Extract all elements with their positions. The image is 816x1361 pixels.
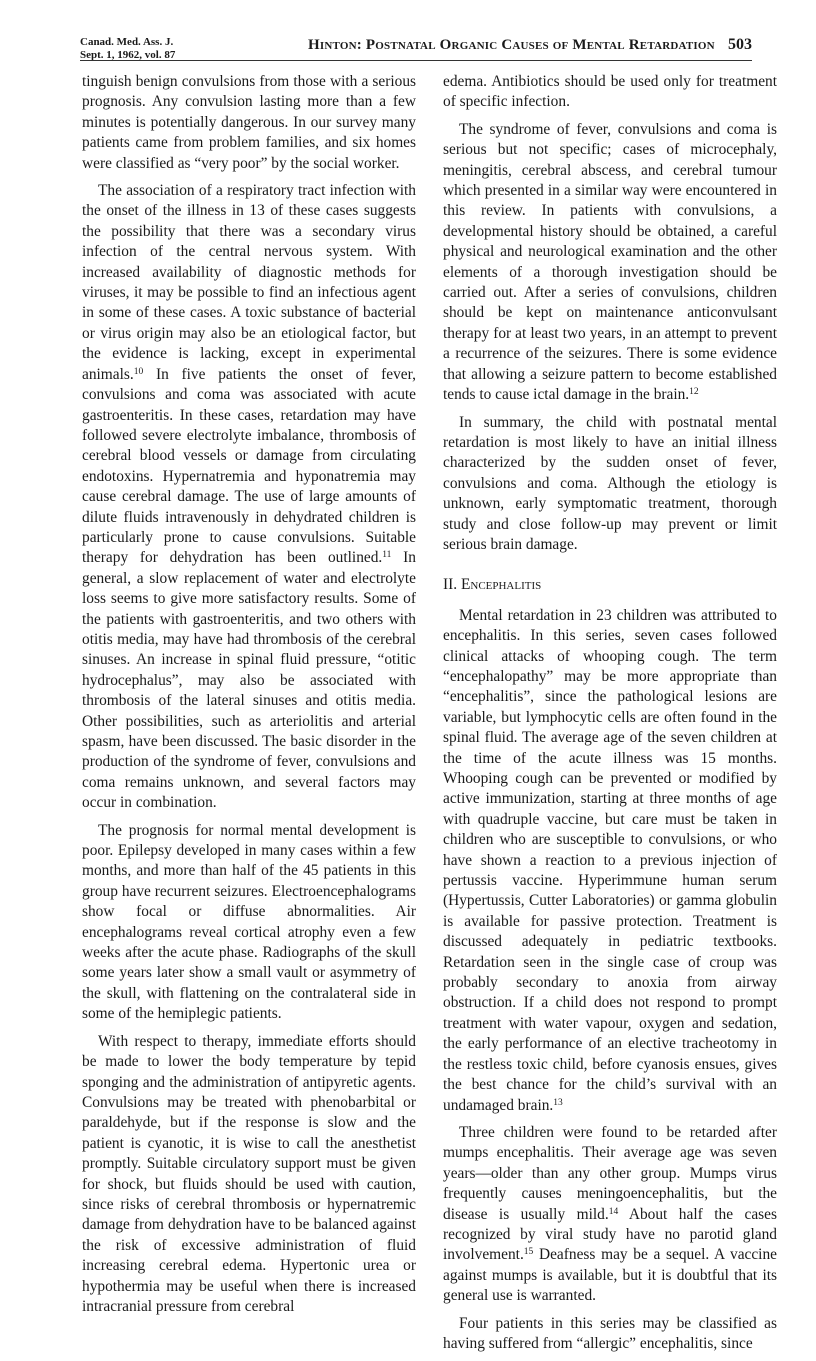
reference-marker: 10 (133, 366, 144, 377)
header-rule (80, 60, 752, 61)
paragraph (443, 606, 777, 1116)
right-column (443, 72, 777, 1361)
paragraph: edema. Antibiotics should be used only for treatment of specific infection. (443, 73, 777, 111)
page-number: 503 (728, 36, 752, 53)
text-run: Three children were found to be retarded after mumps encephalitis. Their average age was seven years—older than any other group. Mumps virus frequently causes meningoencephalitis, but the disease is usually mild. (443, 1123, 777, 1223)
paragraph (443, 1123, 777, 1307)
text-run: Deafness may be a sequel. A vaccine against mumps is available, but it is doubtful that its general use is warranted. (443, 1246, 777, 1305)
section-title: Encephalitis (460, 576, 542, 594)
paragraph: Four patients in this series may be classified as having suffered from “allergic” encephalitis, since (443, 1314, 777, 1352)
text-run: About half the cases recognized by viral study have no parotid gland involvement. (443, 1205, 777, 1264)
running-title: Hinton: Postnatal Organic Causes of Mental Retardation (308, 37, 715, 53)
reference-marker: 12 (689, 387, 699, 398)
section-heading (443, 575, 777, 595)
author-name: Hinton (308, 37, 357, 53)
reference-marker: 13 (553, 1097, 563, 1108)
reference-marker: 15 (523, 1247, 534, 1258)
reference-marker: 11 (382, 550, 392, 561)
journal-issue: Sept. 1, 1962, vol. 87 (80, 49, 176, 61)
paragraph: The prognosis for normal mental development is poor. Epilepsy developed in many cases within a few months, and more than half of the 45 patients in this group have recurrent seizures. Electroencephalograms show focal or diffuse abnormalities. Air encephalograms reveal cortical atrophy even a few weeks after the acute phase. Radiographs of the skull some years later show a small vault or asymmetry of the skull, with flattening on the contralateral side in some of the hemiplegic patients. (82, 821, 416, 1023)
text-run: The syndrome of fever, convulsions and coma is serious but not specific; cases of microcephaly, meningitis, cerebral abscess, and cerebral tumour which presented in a similar way were encountered in this review. In patients with convulsions, a developmental history should be obtained, a careful physical and neurological examination and the other elements of a thorough investigation should be carried out. After a series of convulsions, children should be kept on maintenance anticonvulsant therapy for at least two years, in an attempt to prevent a recurrence of the seizures. There is some evidence that allowing a seizure pattern to become established tends to cause ictal damage in the brain. (443, 120, 777, 404)
paragraph: In summary, the child with postnatal mental retardation is most likely to have an initial illness characterized by the sudden onset of fever, convulsions and coma. Although the etiology is unknown, early symptomatic treatment, thorough study and close follow-up may prevent or limit serious brain damage. (443, 413, 777, 553)
text-run: Mental retardation in 23 children was attributed to encephalitis. In this series, seven cases followed clinical attacks of whooping cough. The term “encephalopathy” may be more appropriate than “encephalitis”, since the pathological lesions are variable, but lymphocytic cells are often found in the spinal fluid. The average age of the seven children at the time of the acute illness was 15 months. Whooping cough can be prevented or modified by active immunization, starting at three months of age with quadruple vaccine, but care must be taken in children who are susceptible to convulsions, or who have shown a reaction to a previous injection of pertussis vaccine. Hyperimmune human serum (Hypertussis, Cutter Laboratories) or gamma globulin is available for passive protection. Treatment is discussed adequately in pediatric textbooks. Retardation seen in the single case of croup was probably secondary to anoxia from airway obstruction. If a child does not respond to prompt treatment with water vapour, oxygen and sedation, the early performance of an elective tracheotomy in the restless toxic child, before cyanosis ensues, gives the best chance for the child’s survival with an undamaged brain. (443, 606, 777, 1114)
article-title: Postnatal Organic Causes of Mental Retardation (365, 37, 715, 53)
paragraph (82, 181, 416, 814)
text-run: In general, a slow replacement of water and electrolyte loss seems to give more satisfactory results. Some of the patients with gastroenteritis, and two others with otitis media, may have had thrombosis of the cerebral sinuses. An increase in spinal fluid pressure, “otitic hydrocephalus”, may also be associated with thrombosis of the lateral sinuses and otitis media. Other possibilities, such as arteriolitis and arterial spasm, have been discussed. The basic disorder in the production of the syndrome of fever, convulsions and coma remains unknown, and several factors may occur in combination. (82, 549, 417, 812)
paragraph (443, 120, 777, 406)
section-number: II. (443, 576, 458, 594)
paragraph: With respect to therapy, immediate efforts should be made to lower the body temperature by tepid sponging and the administration of antipyretic agents. Convulsions may be treated with phenobarbital or paraldehyde, but if the response is slow and the patient is cyanotic, it is wise to call the anesthetist promptly. Suitable circulatory support must be given for shock, but fluids should be used with caution, since risks of cerebral thrombosis or hypernatremic damage from dehydration have to be balanced against the risk of excessive administration of fluid increasing cerebral edema. Hypertonic urea or hypothermia may be useful when there is increased intracranial pressure from cerebral (82, 1032, 416, 1315)
text-run: In five patients the onset of fever, convulsions and coma was associated with acute gastroenteritis. In these cases, retardation may have followed severe electrolyte imbalance, thrombosis of cerebral blood vessels or damage from circulating endotoxins. Hypernatremia and hyponatremia may cause cerebral damage. The use of large amounts of dilute fluids intravenously in dehydrated children is particularly prone to cause convulsions. Suitable therapy for dehydration has been outlined. (82, 365, 416, 567)
journal-name: Canad. Med. Ass. J. (80, 36, 174, 48)
journal-citation (80, 36, 175, 62)
reference-marker: 14 (608, 1206, 619, 1217)
text-run: The association of a respiratory tract infection with the onset of the illness in 13 of these cases suggests the possibility that there was a secondary virus infection of the central nervous system. With increased availability of diagnostic methods for viruses, it may be possible to find an infectious agent in some of these cases. A toxic substance of bacterial or virus origin may also be an etiological factor, but the evidence is lacking, except in experimental animals. (82, 182, 416, 383)
page-header (80, 36, 752, 72)
paragraph: tinguish benign convulsions from those with a serious prognosis. Any convulsion lasting more than a few minutes is potentially dangerous. In our survey many patients came from problem families, and six homes were classified as “very poor” by the social worker. (82, 73, 416, 172)
left-column (82, 72, 416, 1324)
